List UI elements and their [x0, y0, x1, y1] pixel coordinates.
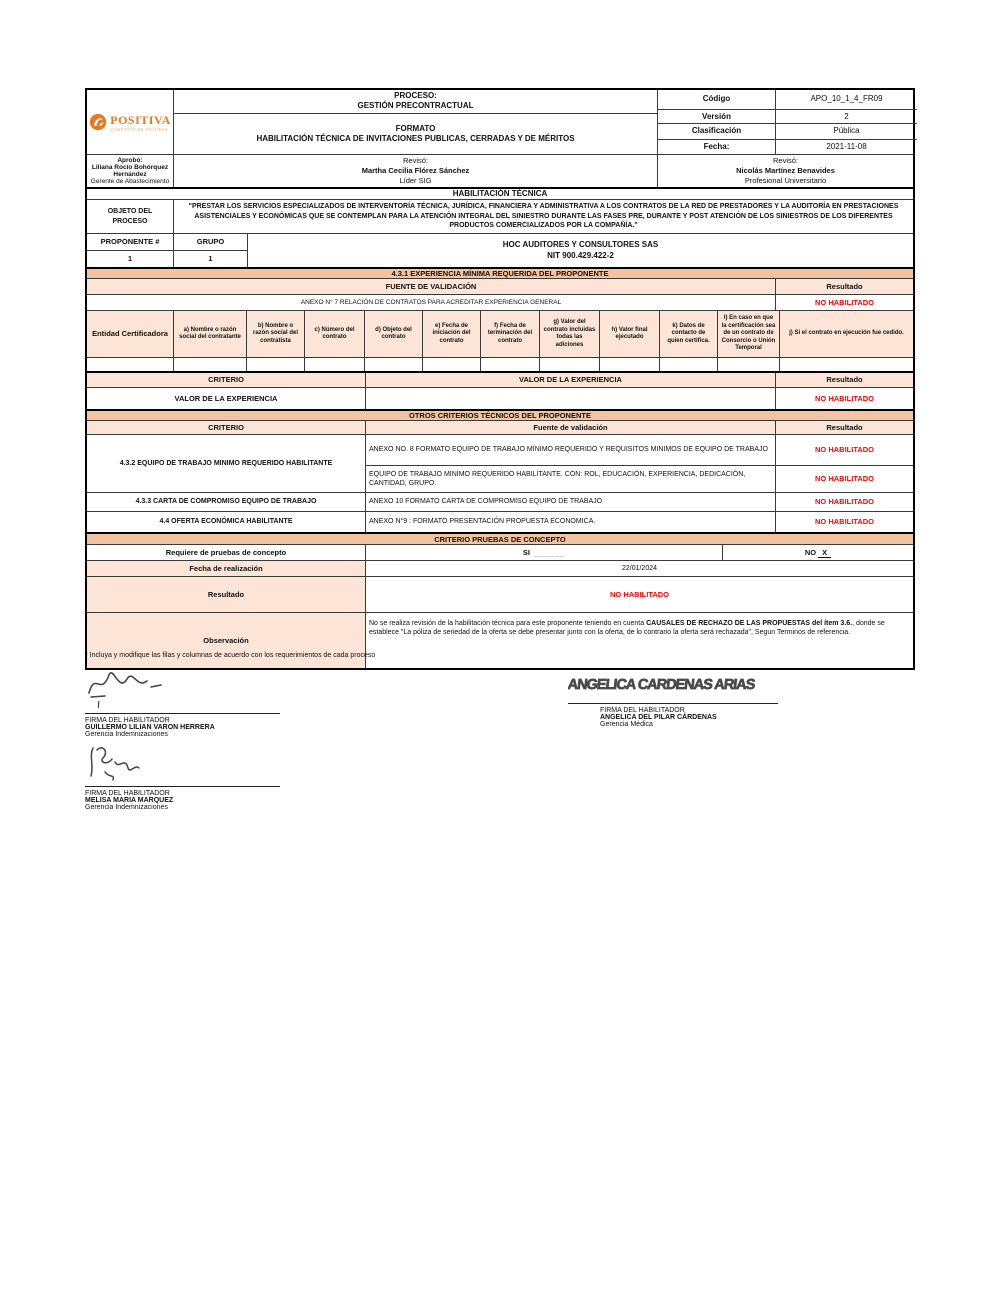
habilitacion-title-row — [87, 187, 913, 199]
fecha-realizacion-row — [87, 560, 913, 576]
anexo7-row — [87, 294, 913, 310]
firma-label-2: FIRMA DEL HABILITADOR — [600, 707, 685, 714]
valor-experiencia-header: VALOR DE LA EXPERIENCIA — [519, 375, 622, 385]
pruebas-band — [87, 532, 913, 544]
criterio-432-cell — [87, 435, 365, 492]
fecha-value: 2021-11-08 — [775, 140, 917, 154]
contracts-header-c: c) Número del contrato — [314, 326, 355, 340]
contracts-header-k: k) Datos de contacto de quien certifica. — [667, 322, 710, 344]
otros-criterios-title: OTROS CRITERIOS TÉCNICOS DEL PROPONENTE — [409, 411, 591, 420]
habilitacion-title: HABILITACIÓN TÉCNICA — [452, 189, 548, 198]
aprobo-label: Aprobó: — [117, 157, 143, 164]
fuente-label: FUENTE DE VALIDACIÓN — [385, 281, 477, 291]
anexo7-text: ANEXO N° 7 RELACIÓN DE CONTRATOS PARA ACREDITAR EXPERIENCIA GENERAL — [300, 299, 562, 306]
contracts-empty-row — [87, 357, 913, 371]
reviso2-role: Profesional Universitario — [744, 175, 827, 185]
header-middle — [173, 90, 657, 154]
resultado-44: NO HABILITADO — [775, 512, 913, 532]
contracts-header-j: j) Si el contrato en ejecución fue cedido. — [789, 330, 904, 337]
row-432 — [87, 434, 913, 492]
firma-label-1: FIRMA DEL HABILITADOR — [85, 717, 170, 724]
proceso-value: GESTIÓN PRECONTRACTUAL — [357, 101, 474, 111]
form-table — [85, 88, 915, 670]
signature-handwriting-text: ANGELICA CARDENAS ARIAS — [568, 677, 756, 693]
reviso2-name: Nicolás Martínez Benavides — [736, 166, 835, 176]
otros-criterios-header-row — [87, 420, 913, 434]
contracts-header-entidad: Entidad Certificadora — [92, 329, 168, 339]
proceso-cell — [173, 90, 657, 113]
row-433 — [87, 492, 913, 511]
sig2-name: ANGELICA DEL PILAR CÁRDENAS — [600, 714, 717, 721]
criterio-432-label: 4.3.2 EQUIPO DE TRABAJO MINIMO REQUERIDO HABILITANTE — [119, 459, 333, 467]
observacion-label: Observación — [203, 635, 249, 645]
requiere-row — [87, 544, 913, 560]
fecha-realizacion-label: Fecha de realización — [189, 563, 263, 573]
sig2-role: Gerencia Médica — [600, 721, 653, 728]
no-label: NO — [804, 547, 817, 557]
logo-sub-text: COMPAÑÍA DE SEGUROS — [110, 126, 168, 132]
logo-cell — [87, 90, 173, 154]
aprobo-role: Gerente de Abastecimiento — [90, 178, 170, 185]
criterio-label-1: CRITERIO — [208, 375, 244, 385]
criterio-valor-header-row — [87, 371, 913, 387]
observacion-text: No se realiza revisión de la habilitación técnica para este proponente teniendo en cuenta CAUSALES DE RECHAZO DE LAS PROPUESTAS del ítem 3.6., donde se establece "La póliza de seriedad de la oferta se debe presentar junto con la oferta, de lo contrario la oferta será rechazada", Segun Terminos de referencia. — [365, 613, 913, 668]
criterio-label-2: CRITERIO — [208, 422, 244, 432]
contracts-header-h: h) Valor final ejecutado — [611, 326, 648, 340]
contracts-header-d: d) Objeto del contrato — [375, 326, 412, 340]
version-value: 2 — [775, 110, 917, 123]
signature-block-1 — [85, 663, 305, 738]
empresa-cell — [247, 234, 913, 267]
resultado-concepto-value: NO HABILITADO — [365, 577, 913, 612]
formato-title: HABILITACIÓN TÉCNICA DE INVITACIONES PUBLICAS, CERRADAS Y DE MÉRITOS — [256, 133, 575, 143]
resultado-432a: NO HABILITADO — [775, 435, 913, 465]
aprobo-cell — [87, 155, 173, 187]
resultado-432b: NO HABILITADO — [775, 466, 913, 492]
resultado-label-3: Resultado — [826, 422, 863, 432]
resultado-label-1: Resultado — [826, 281, 863, 291]
contracts-header-l: l) En caso en que la certificación sea de un contrato de Consorcio o Unión Temporal — [721, 315, 776, 352]
requiere-label: Requiere de pruebas de concepto — [165, 547, 287, 557]
firma-label-3: FIRMA DEL HABILITADOR — [85, 790, 170, 797]
observacion-row — [87, 612, 913, 668]
signature-block-3 — [85, 742, 305, 811]
fuente-432a: ANEXO NO. 8 FORMATO EQUIPO DE TRABAJO MÍNIMO REQUERIDO Y REQUISITOS MINIMOS DE EQUIPO DE TRABAJO — [365, 435, 775, 465]
signature-scribble-1 — [85, 663, 175, 709]
contracts-header-e: e) Fecha de iniciación del contrato — [432, 322, 471, 344]
otros-criterios-band — [87, 409, 913, 420]
anexo7-resultado: NO HABILITADO — [775, 295, 913, 310]
no-cell — [722, 545, 913, 560]
signature-scribble-3 — [85, 742, 155, 782]
signature-block-2 — [568, 663, 828, 728]
contracts-header-a: a) Nombre o razón social del contratante — [179, 326, 241, 340]
fuente-432b: EQUIPO DE TRABAJO MINIMO REQUERIDO HABILITANTE. CON: ROL, EDUCACIÓN, EXPERIENCIA, DEDICACIÓN, CANTIDAD, GRUPO. — [365, 466, 775, 492]
proponente-row — [87, 233, 913, 267]
resultado-concepto-row — [87, 576, 913, 612]
contracts-header-row — [87, 310, 913, 357]
sig1-role: Gerencia Indemnizaciones — [85, 731, 168, 738]
reviso1-role: Líder SIG — [399, 175, 432, 185]
fecha-label: Fecha: — [657, 140, 775, 154]
reviso2-label: Revisó: — [772, 156, 798, 166]
proponente-label: PROPONENTE # — [100, 237, 160, 247]
aprobo-name: Liliana Rocío Bohórquez Hernández — [91, 164, 169, 178]
codigo-label: Código — [657, 90, 775, 109]
row-432-right — [365, 435, 913, 492]
pruebas-title: CRITERIO PRUEBAS DE CONCEPTO — [434, 534, 566, 544]
sig3-role: Gerencia Indemnizaciones — [85, 804, 168, 811]
fuente-433: ANEXO 10 FORMATO CARTA DE COMPROMISO EQUIPO DE TRABAJO — [365, 493, 775, 511]
proponente-col — [87, 234, 173, 267]
section-431-band — [87, 267, 913, 278]
fuente-validacion-label: Fuente de validación — [533, 422, 608, 432]
grupo-value: 1 — [208, 254, 213, 264]
clasificacion-value: Pública — [775, 124, 917, 138]
no-x-mark: X — [818, 548, 831, 558]
objeto-label: OBJETO DEL PROCESO — [107, 208, 153, 225]
objeto-text: "PRESTAR LOS SERVICIOS ESPECIALIZADOS DE INTERVENTORÍA TÉCNICA, JURÍDICA, FINANCIERA Y ADMINISTRATIVA A LOS CONTRATOS DE LA RED DE PRESTADORES Y LA AUDITORÍA EN PRESTACIONES ASISTENCIALES Y ECONÓMICAS QUE SE CONTEMPLAN PARA LA ATENCIÓN INTEGRAL DEL SINIESTRO DURANTE LAS FASES PRE, DURANTE Y POST ATENCIÓN DE LOS SINIESTROS DE LOS DIFERENTES PRODUCTOS COMERCIALIZADOS POR LA COMPAÑÍA." — [188, 203, 899, 230]
valor-experiencia-label: VALOR DE LA EXPERIENCIA — [174, 393, 278, 403]
codigo-value: APO_10_1_4_FR09 — [775, 90, 917, 109]
clasificacion-label: Clasificación — [657, 124, 775, 138]
sig1-name: GUILLERMO LILIAN VARON HERRERA — [85, 724, 215, 731]
si-blank: ______ — [534, 547, 566, 557]
reviso1-label: Revisó: — [402, 156, 428, 166]
empresa-nit: NIT 900.429.422-2 — [547, 250, 614, 260]
formato-label: FORMATO — [395, 123, 436, 133]
reviso1-cell — [173, 155, 657, 187]
si-label: SI — [522, 547, 530, 557]
grupo-label: GRUPO — [196, 237, 225, 247]
formato-cell — [173, 114, 657, 154]
valor-experiencia-resultado: NO HABILITADO — [775, 388, 913, 409]
fuente-44: ANEXO N°9 : FORMATO PRESENTACIÓN PROPUESTA ECONOMICA. — [365, 512, 775, 532]
fecha-realizacion-value: 22/01/2024 — [365, 561, 913, 576]
approvals-row — [87, 154, 913, 187]
proponente-value: 1 — [127, 254, 133, 264]
valor-experiencia-row — [87, 387, 913, 409]
criterio-44-label: 4.4 OFERTA ECONÓMICA HABILITANTE — [159, 518, 293, 526]
footnote: * Incluya y modifique las filas y columnas de acuerdo con los requerimientos de cada proceso — [85, 652, 376, 659]
objeto-row — [87, 199, 913, 233]
resultado-concepto-label: Resultado — [207, 589, 245, 599]
contracts-header-g: g) Valor del contrato incluidas todas las adiciones — [543, 319, 596, 348]
row-44 — [87, 511, 913, 532]
resultado-label-2: Resultado — [826, 375, 863, 385]
contracts-header-f: f) Fecha de terminación del contrato — [487, 322, 533, 344]
si-cell — [365, 545, 722, 560]
logo-brand-text: POSITIVA — [110, 112, 171, 127]
section-431-title: 4.3.1 EXPERIENCIA MÍNIMA REQUERIDA DEL PROPONENTE — [391, 269, 609, 278]
version-label: Versión — [657, 110, 775, 123]
criterio-433-label: 4.3.3 CARTA DE COMPROMISO EQUIPO DE TRABAJO — [135, 498, 317, 506]
reviso1-name: Martha Cecilia Flórez Sánchez — [361, 166, 470, 176]
grupo-col — [173, 234, 247, 267]
fuente-header-row — [87, 278, 913, 294]
reviso2-cell — [657, 155, 913, 187]
header-meta — [657, 90, 917, 154]
resultado-433: NO HABILITADO — [775, 493, 913, 511]
empresa-name: HOC AUDITORES Y CONSULTORES SAS — [502, 240, 659, 250]
proceso-label: PROCESO: — [394, 91, 437, 100]
header-block — [87, 90, 913, 154]
positiva-logo-icon — [89, 113, 107, 131]
contracts-header-b: b) Nombre o razón social del contratista — [252, 322, 298, 344]
signature-handwriting — [568, 663, 783, 701]
sig3-name: MELISA MARIA MARQUEZ — [85, 797, 174, 804]
